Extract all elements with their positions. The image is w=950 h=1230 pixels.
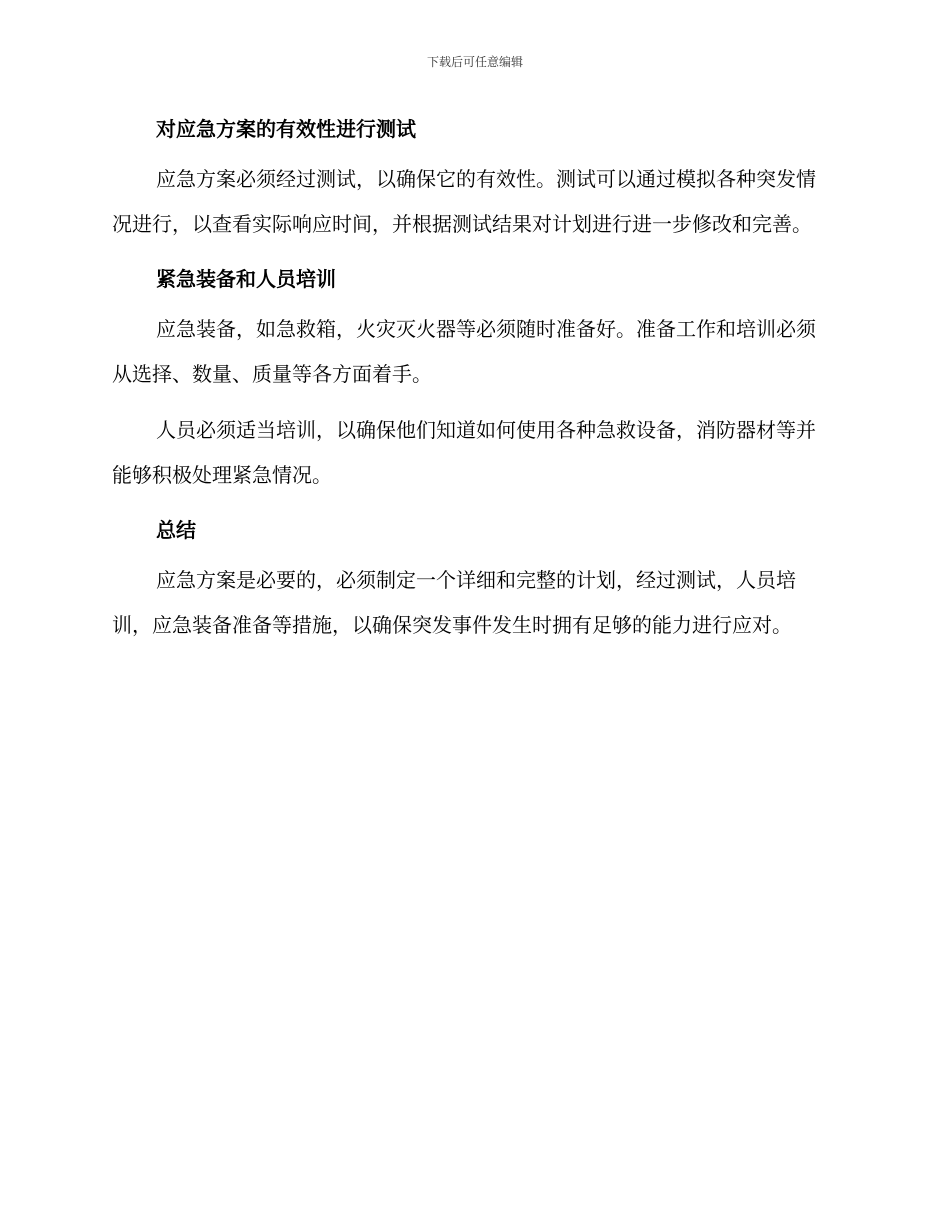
paragraph-testing: 应急方案必须经过测试，以确保它的有效性。测试可以通过模拟各种突发情况进行，以查看实际响应时间，并根据测试结果对计划进行进一步修改和完善。 bbox=[112, 167, 816, 236]
section-heading-testing: 对应急方案的有效性进行测试 bbox=[156, 117, 416, 141]
section-heading-summary: 总结 bbox=[156, 518, 196, 542]
paragraph-training: 人员必须适当培训，以确保他们知道如何使用各种急救设备，消防器材等并能够积极处理紧急情况。 bbox=[112, 418, 816, 487]
paragraph-equipment: 应急装备，如急救箱，火灾灭火器等必须随时准备好。准备工作和培训必须从选择、数量、质量等各方面着手。 bbox=[112, 317, 816, 386]
section-heading-equipment-training: 紧急装备和人员培训 bbox=[156, 267, 336, 291]
paragraph-summary: 应急方案是必要的，必须制定一个详细和完整的计划，经过测试，人员培训，应急装备准备等措施，以确保突发事件发生时拥有足够的能力进行应对。 bbox=[112, 568, 796, 637]
page-header: 下载后可任意编辑 bbox=[426, 55, 523, 69]
document-body bbox=[112, 109, 830, 648]
